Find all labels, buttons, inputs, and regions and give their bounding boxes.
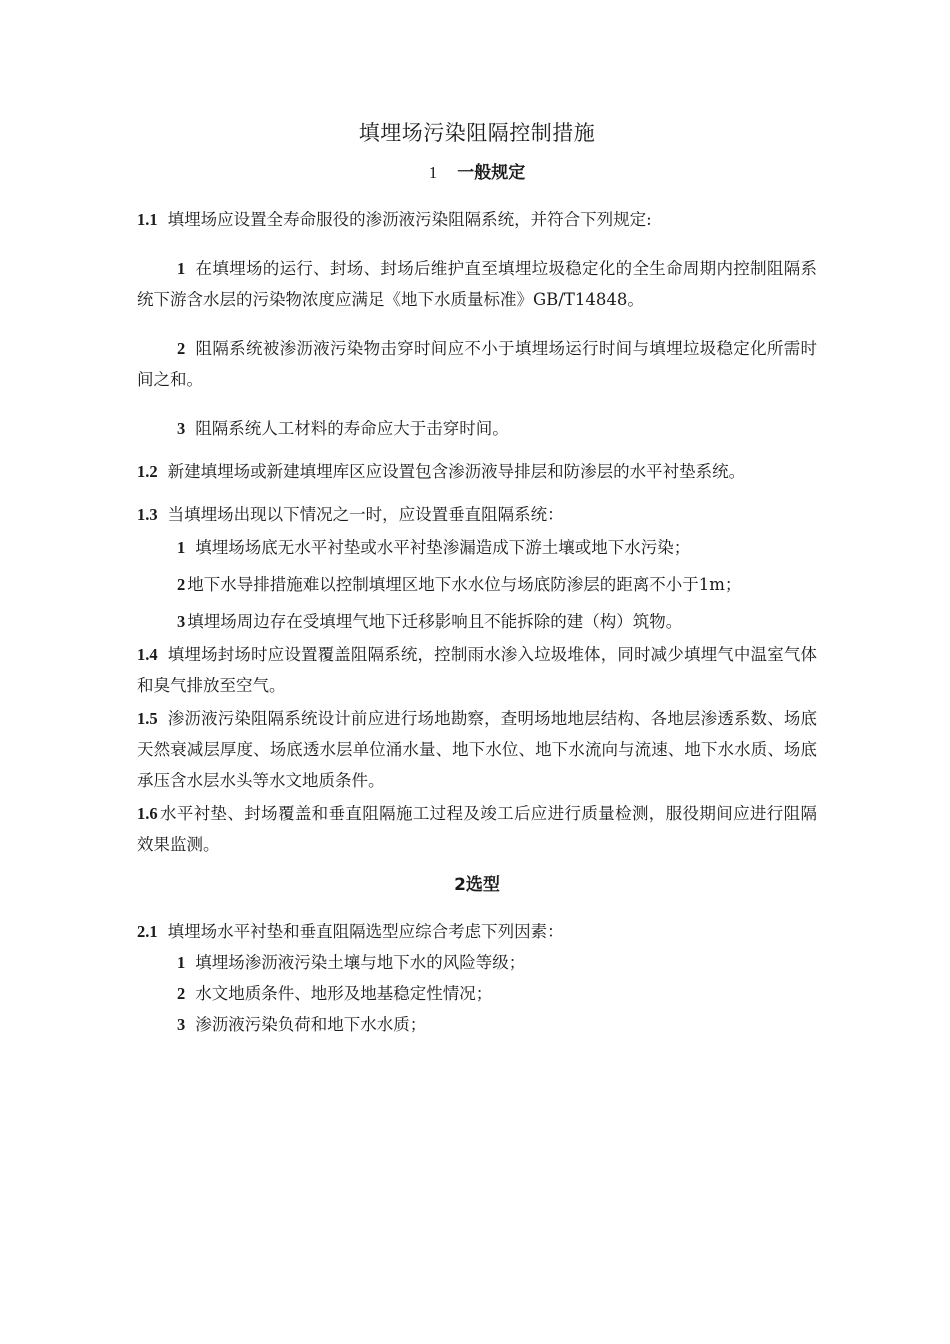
item-number: 2 <box>177 339 186 358</box>
item-number: 3 <box>177 419 186 438</box>
item-text: 渗沥液污染负荷和地下水水质； <box>195 1015 427 1034</box>
section-1-title: 一般规定 <box>457 163 526 183</box>
clause-1-2 <box>137 456 817 487</box>
clause-1-3-item-2 <box>137 569 817 600</box>
clause-2-1 <box>137 916 817 947</box>
item-text: 水文地质条件、地形及地基稳定性情况； <box>195 984 493 1003</box>
item-text: 填埋场周边存在受填埋气地下迁移影响且不能拆除的建（构）筑物。 <box>187 612 683 631</box>
section-2-number: 2 <box>454 875 466 895</box>
clause-text: 填埋场水平衬垫和垂直阻隔选型应综合考虑下列因素： <box>167 922 564 941</box>
clause-1-6 <box>137 798 817 860</box>
item-text: 在填埋场的运行、封场、封场后维护直至填埋垃圾稳定化的全生命周期内控制阻隔系统下游含水层的污染物浓度应满足《地下水质量标准》GB/T14848。 <box>137 259 817 309</box>
clause-text: 渗沥液污染阻隔系统设计前应进行场地勘察，查明场地地层结构、各地层渗透系数、场底天然衰减层厚度、场底透水层单位涌水量、地下水位、地下水流向与流速、地下水水质、场底承压含水层水头等水文地质条件。 <box>137 709 817 790</box>
clause-1-3-item-1 <box>137 532 817 563</box>
section-2-title: 选型 <box>465 875 500 895</box>
clause-1-4 <box>137 639 817 701</box>
item-number: 3 <box>177 612 186 631</box>
clause-text: 填埋场封场时应设置覆盖阻隔系统，控制雨水渗入垃圾堆体，同时减少填埋气中温室气体和臭气排放至空气。 <box>137 645 817 695</box>
clause-number: 1.6 <box>137 804 158 823</box>
clause-1-3 <box>137 499 817 530</box>
item-number: 3 <box>177 1015 186 1034</box>
document-title: 填埋场污染阻隔控制措施 <box>358 121 596 145</box>
item-text: 阻隔系统被渗沥液污染物击穿时间应不小于填埋场运行时间与填埋垃圾稳定化所需时间之和。 <box>137 339 817 389</box>
section-1-heading <box>137 160 817 186</box>
item-text: 地下水导排措施难以控制填埋区地下水水位与场底防渗层的距离不小于1m； <box>187 575 742 594</box>
item-text: 填埋场场底无水平衬垫或水平衬垫渗漏造成下游土壤或地下水污染； <box>195 538 691 557</box>
item-text: 填埋场渗沥液污染土壤与地下水的风险等级； <box>195 953 526 972</box>
section-2-heading <box>137 872 817 898</box>
item-number: 1 <box>177 538 186 557</box>
clause-2-1-item-3 <box>137 1009 817 1040</box>
item-number: 2 <box>177 575 186 594</box>
clause-1-1-item-2 <box>137 333 817 395</box>
document-body <box>137 118 817 1040</box>
clause-text: 填埋场应设置全寿命服役的渗沥液污染阻隔系统，并符合下列规定: <box>167 210 652 229</box>
clause-1-1-item-3 <box>137 413 817 444</box>
clause-2-1-item-2 <box>137 978 817 1009</box>
clause-text: 当填埋场出现以下情况之一时，应设置垂直阻隔系统： <box>167 505 564 524</box>
clause-text: 水平衬垫、封场覆盖和垂直阻隔施工过程及竣工后应进行质量检测，服役期间应进行阻隔效果监测。 <box>137 804 817 854</box>
clause-1-5 <box>137 703 817 796</box>
clause-1-3-item-3 <box>137 606 817 637</box>
clause-number: 1.4 <box>137 645 158 664</box>
section-1-number: 1 <box>428 163 438 182</box>
clause-1-1-item-1 <box>137 253 817 315</box>
item-number: 1 <box>177 259 186 278</box>
clause-number: 1.3 <box>137 505 158 524</box>
clause-number: 2.1 <box>137 922 158 941</box>
clause-number: 1.5 <box>137 709 158 728</box>
item-number: 2 <box>177 984 186 1003</box>
clause-number: 1.1 <box>137 210 158 229</box>
clause-1-1 <box>137 204 817 235</box>
item-text: 阻隔系统人工材料的寿命应大于击穿时间。 <box>195 419 509 438</box>
clause-2-1-item-1 <box>137 947 817 978</box>
clause-number: 1.2 <box>137 462 158 481</box>
item-number: 1 <box>177 953 186 972</box>
clause-text: 新建填埋场或新建填埋库区应设置包含渗沥液导排层和防渗层的水平衬垫系统。 <box>167 462 746 481</box>
